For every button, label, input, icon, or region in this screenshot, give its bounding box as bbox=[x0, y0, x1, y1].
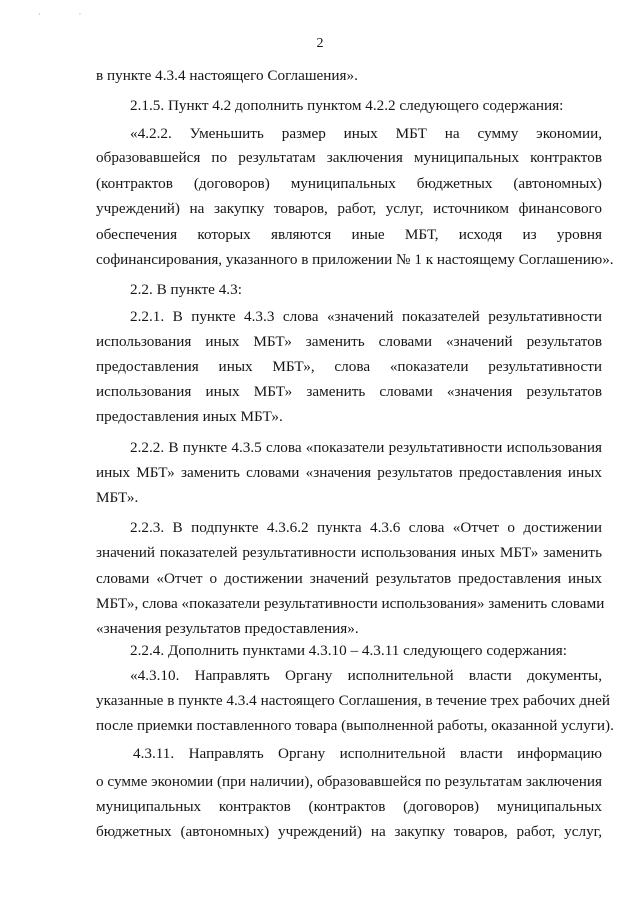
text-line: после приемки поставленного товара (выполненной работы, оказанной услуги). bbox=[96, 717, 614, 734]
text-line: использования иных МБТ» заменить словами «значений результатов bbox=[96, 333, 602, 350]
text-line: использования иных МБТ» заменить словами «значения результатов bbox=[96, 383, 602, 400]
text-line: софинансирования, указанного в приложении № 1 к настоящему Соглашению». bbox=[96, 251, 614, 268]
text-line: учреждений) на закупку товаров, работ, услуг, источником финансового bbox=[96, 200, 602, 217]
text-line: 4.3.11. Направлять Органу исполнительной власти информацию bbox=[133, 745, 602, 762]
text-line: обеспечения которых являются иные МБТ, исходя из уровня bbox=[96, 226, 602, 243]
text-line: предоставления иных МБТ», слова «показатели результативности bbox=[96, 358, 602, 375]
text-line: указанные в пункте 4.3.4 настоящего Соглашения, в течение трех рабочих дней bbox=[96, 692, 610, 709]
text-line: 2.2.3. В подпункте 4.3.6.2 пункта 4.3.6 слова «Отчет о достижении bbox=[130, 519, 602, 536]
text-line: в пункте 4.3.4 настоящего Соглашения». bbox=[96, 67, 358, 84]
text-line: «значения результатов предоставления». bbox=[96, 620, 359, 637]
text-line: предоставления иных МБТ». bbox=[96, 408, 283, 425]
text-line: 2.1.5. Пункт 4.2 дополнить пунктом 4.2.2 следующего содержания: bbox=[130, 97, 564, 114]
text-line: иных МБТ» заменить словами «значения результатов предоставления иных bbox=[96, 464, 602, 481]
text-line: «4.3.10. Направлять Органу исполнительной власти документы, bbox=[130, 667, 602, 684]
text-line: муниципальных контрактов (контрактов (договоров) муниципальных bbox=[96, 798, 602, 815]
text-line: бюджетных (автономных) учреждений) на закупку товаров, работ, услуг, bbox=[96, 823, 602, 840]
text-line: (контрактов (договоров) муниципальных бюджетных (автономных) bbox=[96, 175, 602, 192]
text-line: словами «Отчет о достижении значений результатов предоставления иных bbox=[96, 570, 602, 587]
text-line: 2.2.2. В пункте 4.3.5 слова «показатели результативности использования bbox=[130, 439, 602, 456]
text-line: 2.2. В пункте 4.3: bbox=[130, 281, 242, 298]
text-line: образовавшейся по результатам заключения муниципальных контрактов bbox=[96, 149, 602, 166]
text-line: 2.2.4. Дополнить пунктами 4.3.10 – 4.3.11 следующего содержания: bbox=[130, 642, 567, 659]
text-line: значений показателей результативности использования иных МБТ» заменить bbox=[96, 544, 602, 561]
text-line: 2.2.1. В пункте 4.3.3 слова «значений показателей результативности bbox=[130, 308, 602, 325]
text-line: «4.2.2. Уменьшить размер иных МБТ на сумму экономии, bbox=[130, 125, 602, 142]
scan-specks: · · bbox=[38, 10, 100, 19]
text-line: о сумме экономии (при наличии), образовавшейся по результатам заключения bbox=[96, 773, 602, 790]
page-number: 2 bbox=[316, 36, 324, 51]
text-line: МБТ», слова «показатели результативности использования» заменить словами bbox=[96, 595, 605, 612]
text-line: МБТ». bbox=[96, 489, 139, 506]
